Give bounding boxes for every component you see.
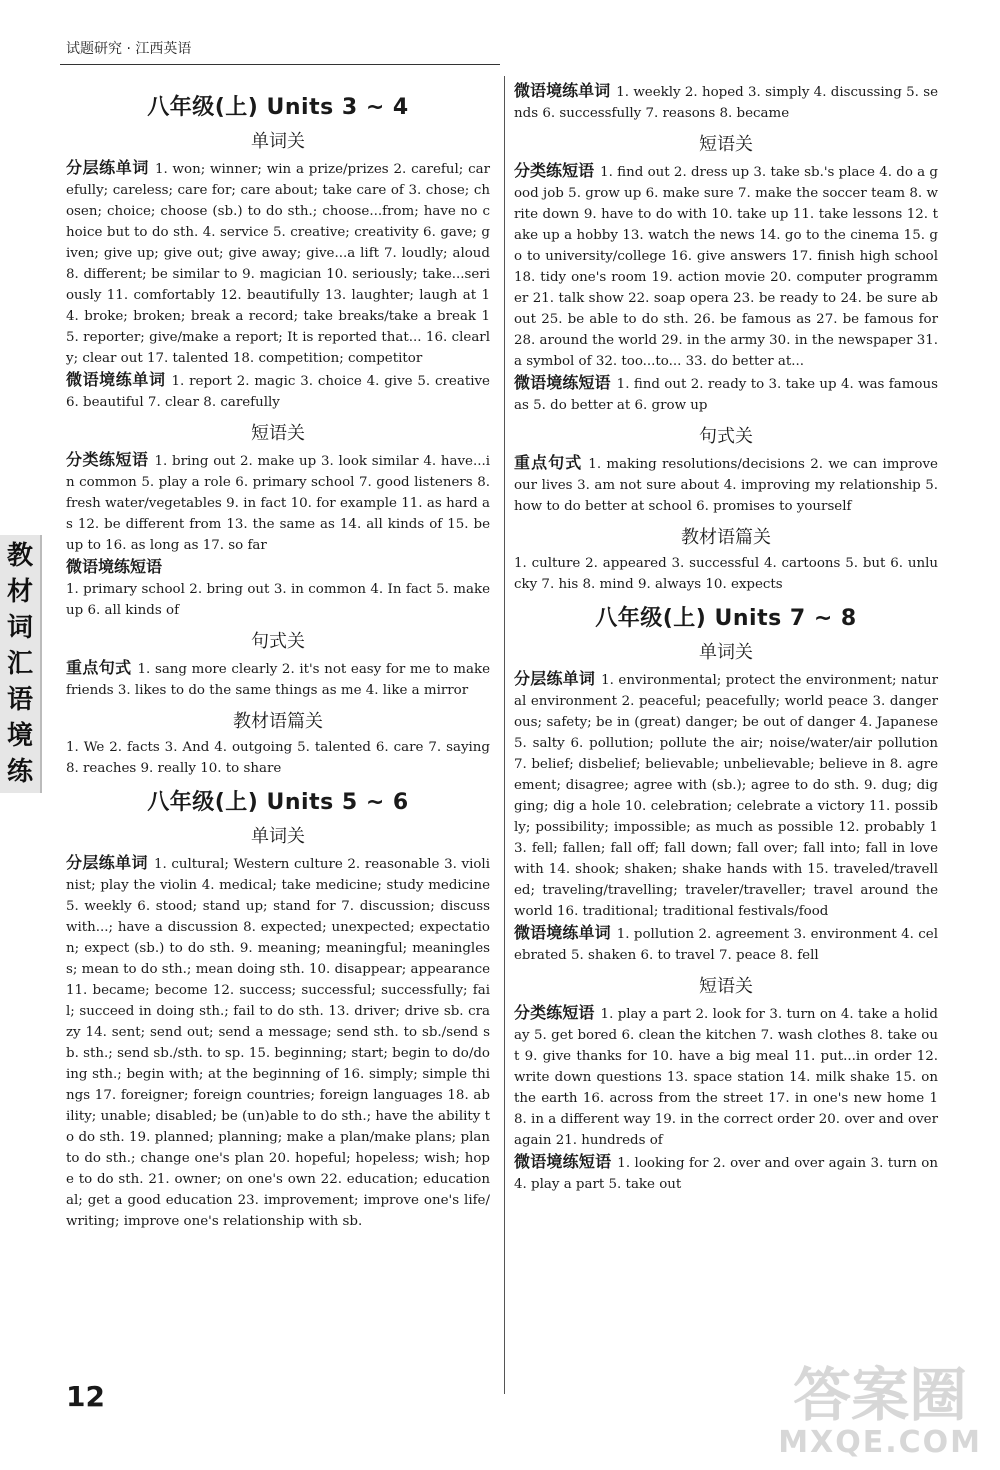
unit-title: 八年级(上) Units 7 ~ 8 xyxy=(595,606,857,631)
exercise-paragraph xyxy=(514,922,938,966)
section-title: 教材语篇关 xyxy=(233,711,323,732)
exercise-paragraph xyxy=(514,668,938,922)
exercise-label: 微语境练单词 xyxy=(514,923,611,942)
unit-title: 八年级(上) Units 3 ~ 4 xyxy=(147,95,409,120)
exercise-label: 微语境练单词 xyxy=(514,81,611,100)
page-number: 12 xyxy=(66,1380,105,1413)
section-title: 短语关 xyxy=(699,976,753,997)
exercise-label: 微语境练单词 xyxy=(66,370,166,389)
section-title: 单词关 xyxy=(251,826,305,847)
side-tab-char: 材 xyxy=(6,577,33,607)
answer-text: 1. find out 2. dress up 3. take sb.'s place 4. do a good job 5. grow up 6. make sure 7. make the soccer team 8. write down 9. have to do with 10. take up 11. take lessons 12. take up a hobby 13. watch the news 14. go to the cinema 15. go to university/college 16. give answers 17. finish high school 18. tidy one's room 19. action movie 20. computer programmer 21. talk show 22. soap opera 23. be ready to 24. be sure about 25. be able to do sth. 26. be famous as 27. be famous for 28. around the world 29. in the army 30. in the newspaper 31. a symbol of 32. too...to... 33. do better at... xyxy=(514,165,938,369)
unit-title: 八年级(上) Units 5 ~ 6 xyxy=(147,790,409,815)
side-tab-char: 汇 xyxy=(6,649,33,679)
side-tab xyxy=(0,535,42,793)
exercise-paragraph xyxy=(514,553,938,595)
exercise-label: 分类练短语 xyxy=(66,450,149,469)
side-tab-char: 词 xyxy=(6,613,33,643)
left-column xyxy=(66,84,490,1232)
answer-text: 1. pollution 2. agreement 3. environment 4. celebrated 5. shaken 6. to travel 7. peace 8. fell xyxy=(514,927,938,963)
answer-text: 1. cultural; Western culture 2. reasonable 3. violinist; play the violin 4. medical; take medicine; study medicine 5. weekly 6. stood; stand up; stand for 7. discussion; discuss with...; have a discussion 8. expected; unexpected; expectation; expect (sb.) to do sth. 9. meaning; meaningful; meaningless; mean to do sth.; mean doing sth. 10. disappear; appearance 11. became; become 12. success; successful; successfully; fail; succeed in doing sth.; fail to do sth. 13. driver; drive sb. crazy 14. sent; send out; send a message; send sth. to sb./send sb. sth.; send sb./sth. to sp. 15. beginning; start; begin to do/doing sth.; begin with; at the beginning of 16. simply; simple things 17. foreigner; foreign countries; foreign languages 18. ability; unable; disabled; be (un)able to do sth.; have the ability to do sth. 19. planned; planning; make a plan/make plans; plan to do sth.; change one's plan 20. hopeful; hopeless; wish; hope to do sth. 21. owner; on one's own 22. education; educational; get a good education 23. improvement; improve one's life/writing; improve one's relationship with sb. xyxy=(66,857,490,1229)
section-title: 短语关 xyxy=(251,423,305,444)
answer-text: 1. making resolutions/decisions 2. we can improve our lives 3. am not sure about 4. improving my relationship 5. how to do better at school 6. promises to yourself xyxy=(514,457,938,514)
column-divider xyxy=(504,76,505,1394)
exercise-label: 分层练单词 xyxy=(66,853,148,872)
section-title: 单词关 xyxy=(251,131,305,152)
answer-text: 1. looking for 2. over and over again 3. turn on 4. play a part 5. take out xyxy=(514,1156,938,1192)
exercise-paragraph xyxy=(66,369,490,413)
section-title: 句式关 xyxy=(251,631,305,652)
answer-text: 1. primary school 2. bring out 3. in common 4. In fact 5. make up 6. all kinds of xyxy=(66,582,490,618)
answer-text: 1. environmental; protect the environment; natural environment 2. peaceful; peacefully; world peace 3. dangerous; safety; be in (great) danger; be out of danger 4. Japanese 5. salty 6. pollution; pollute the air; noise/water/air pollution 7. belief; disbelief; believable; unbelievable; believe in 8. agreement; disagree; agree with (sb.); agree to do sth. 9. dug; digging; dig a hole 10. celebration; celebrate a victory 11. possibly; possibility; impossible; as much as possible 12. probably 13. fell; fallen; fall off; fall down; fall over; fall into; fall in love with 14. shook; shaken; shake hands with 15. traveled/travelled; traveling/travelling; traveler/traveller; travel around the world 16. traditional; traditional festivals/food xyxy=(514,673,938,919)
exercise-paragraph xyxy=(514,160,938,372)
exercise-paragraph xyxy=(66,852,490,1232)
answer-text: 1. won; winner; win a prize/prizes 2. careful; carefully; careless; care for; care about; take care of 3. chose; chosen; choice; choose (sb.) to do sth.; choose...from; have no choice but to do sth. 4. service 5. creative; creativity 6. gave; given; give up; give out; give away; give...a lift 7. loudly; aloud 8. different; be similar to 9. magician 10. seriously; take...seriously 11. comfortably 12. beautifully 13. laughter; laugh at 14. broke; broken; break a record; take breaks/take a break 15. reporter; give/make a report; It is reported that... 16. clearly; clear out 17. talented 18. competition; competitor xyxy=(66,162,490,366)
exercise-label: 重点句式 xyxy=(514,453,583,472)
header-rule xyxy=(60,64,500,65)
side-tab-char: 语 xyxy=(6,685,33,715)
answer-text: 1. play a part 2. look for 3. turn on 4. take a holiday 5. get bored 6. clean the kitchen 7. wash clothes 8. take out 9. give thanks for 10. have a big meal 11. put...in order 12. write down questions 13. space station 14. milk shake 15. on the earth 16. across from the street 17. in one's new home 18. in a different way 19. in the correct order 20. over and over again 21. hundreds of xyxy=(514,1007,938,1148)
exercise-label: 分类练短语 xyxy=(514,161,595,180)
answer-text: 1. report 2. magic 3. choice 4. give 5. creative 6. beautiful 7. clear 8. carefully xyxy=(66,374,490,410)
exercise-label: 分层练单词 xyxy=(514,669,596,688)
exercise-paragraph xyxy=(66,556,490,621)
answer-text: 1. weekly 2. hoped 3. simply 4. discussing 5. sends 6. successfully 7. reasons 8. became xyxy=(514,85,938,121)
exercise-paragraph xyxy=(514,1151,938,1195)
exercise-paragraph xyxy=(514,80,938,124)
watermark-url: MXQE.COM xyxy=(778,1425,982,1460)
section-title: 教材语篇关 xyxy=(681,527,771,548)
answer-text: 1. We 2. facts 3. And 4. outgoing 5. talented 6. care 7. saying 8. reaches 9. really 10. to share xyxy=(66,740,490,776)
exercise-label: 微语境练短语 xyxy=(514,1152,612,1171)
exercise-paragraph xyxy=(66,657,490,701)
side-tab-char: 练 xyxy=(6,757,33,787)
answer-text: 1. find out 2. ready to 3. take up 4. was famous as 5. do better at 6. grow up xyxy=(514,377,938,413)
watermark-logo: 答案圈 xyxy=(793,1361,968,1429)
side-tab-char: 境 xyxy=(6,721,33,751)
answer-text: 1. culture 2. appeared 3. successful 4. cartoons 5. but 6. unlucky 7. his 8. mind 9. always 10. expects xyxy=(514,556,938,592)
exercise-label: 微语境练短语 xyxy=(66,557,163,576)
exercise-paragraph xyxy=(514,372,938,416)
right-column xyxy=(514,80,938,1195)
page-header: 试题研究 · 江西英语 xyxy=(66,41,192,57)
answer-text: 1. bring out 2. make up 3. look similar 4. have...in common 5. play a role 6. primary school 7. good listeners 8. fresh water/vegetables 9. in fact 10. for example 11. as hard as 12. be different from 13. the same as 14. all kinds of 15. be up to 16. as long as 17. so far xyxy=(66,454,490,553)
section-title: 句式关 xyxy=(699,426,753,447)
exercise-paragraph xyxy=(66,157,490,369)
side-tab-char: 教 xyxy=(6,541,33,571)
exercise-paragraph xyxy=(514,1002,938,1151)
exercise-paragraph xyxy=(66,449,490,556)
section-title: 短语关 xyxy=(699,134,753,155)
exercise-paragraph xyxy=(514,452,938,517)
answer-text: 1. sang more clearly 2. it's not easy for me to make friends 3. likes to do the same things as me 4. like a mirror xyxy=(66,662,490,698)
watermark xyxy=(778,1361,982,1460)
section-title: 单词关 xyxy=(699,642,753,663)
exercise-paragraph xyxy=(66,737,490,779)
exercise-label: 微语境练短语 xyxy=(514,373,611,392)
exercise-label: 分层练单词 xyxy=(66,158,149,177)
exercise-label: 重点句式 xyxy=(66,658,132,677)
exercise-label: 分类练短语 xyxy=(514,1003,595,1022)
